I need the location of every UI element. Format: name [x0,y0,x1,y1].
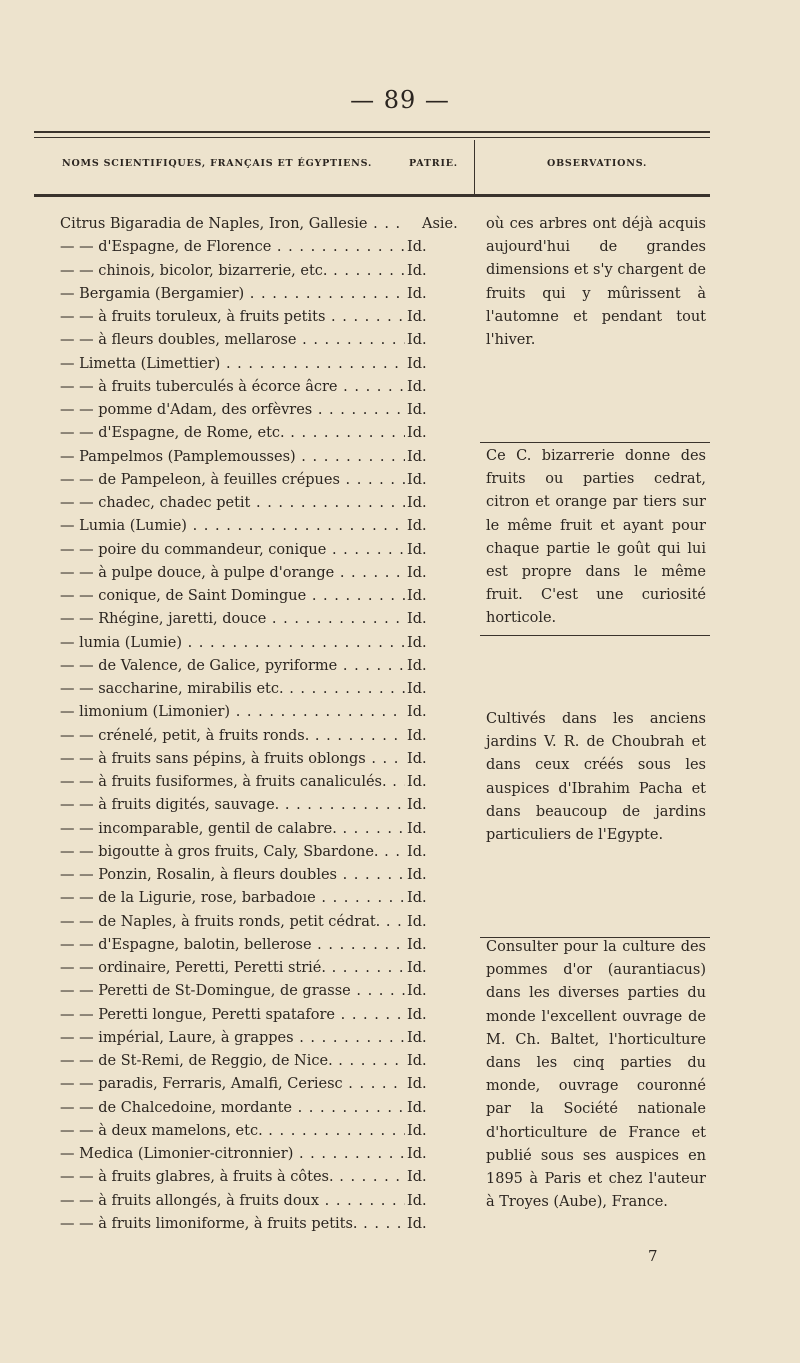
species-name [60,1143,405,1166]
species-name [60,678,405,701]
header-column-divider [474,140,475,194]
species-name-text: — — paradis, Ferraris, Amalfi, Ceriesc [60,1076,343,1093]
species-name-text: — — à deux mamelons, etc. [60,1122,263,1139]
species-patrie: Id. [405,771,465,794]
species-name [60,422,405,445]
species-name [60,213,405,236]
table-row [0,725,470,748]
table-row [0,1213,470,1236]
species-name-text: — — chinois, bicolor, bizarrerie, etc. [60,262,328,279]
species-name-text: — — à fruits fusiformes, à fruits canaliculés. [60,774,387,790]
species-name-text: — — à fruits toruleux, à fruits petits [60,309,326,325]
species-patrie: Id. [405,725,465,748]
species-name [60,329,405,352]
species-name [60,655,405,678]
header-names: NOMS SCIENTIFIQUES, FRANÇAIS ET ÉGYPTIENS. [62,158,373,169]
species-patrie: Id. [405,236,465,259]
table-row [0,632,470,655]
species-name [60,539,405,562]
species-name [60,399,405,422]
species-name [60,934,405,957]
species-name [60,283,405,306]
species-patrie: Id. [405,608,465,631]
species-patrie: Id. [405,260,465,283]
species-name-text: Citrus Bigaradia de Naples, Iron, Gallesie [60,216,368,232]
header-patrie: PATRIE. [409,158,458,169]
species-name [60,701,405,724]
table-row [0,492,470,515]
species-patrie: Id. [405,794,465,817]
species-name [60,957,405,980]
species-name [60,585,405,608]
species-name-text: — — saccharine, mirabilis etc. [60,681,284,697]
table-row [0,329,470,352]
table-row [0,864,470,887]
table-row [0,376,470,399]
species-patrie: Id. [405,1120,465,1143]
table-row [0,236,470,259]
species-name-text: — limonium (Limonier) [60,704,231,721]
species-patrie: Id. [405,841,465,864]
table-row [0,1166,470,1189]
species-patrie: Id. [405,422,465,445]
species-name-text: — — à pulpe douce, à pulpe d'orange [60,564,335,581]
observation-2: Ce C. bizarrerie donne des fruits ou parties cedrat, citron et orange par tiers sur le même fruit et ayant pour chaque partie le goût qui lui est propre dans le même fruit. C'est une curiosité horticole. [486,448,706,627]
species-name [60,887,405,910]
species-name [60,1073,405,1096]
species-name [60,725,405,748]
species-name-text: — — conique, de Saint Domingue [60,588,307,604]
species-name-text: — Bergamia (Bergamier) [60,285,245,302]
species-name [60,980,405,1003]
species-name [60,1166,405,1189]
species-patrie: Id. [405,585,465,608]
species-name-text: — — ordinaire, Peretti, Peretti strié. [60,960,326,976]
species-patrie: Id. [405,1143,465,1166]
species-name-text: — — Peretti longue, Peretti spatafore [60,1006,335,1023]
species-name [60,446,405,469]
species-name-text: — — d'Espagne, balotin, bellerose [60,936,312,953]
species-patrie: Id. [405,329,465,352]
species-name [60,1213,405,1236]
header-observations: OBSERVATIONS. [547,158,648,169]
species-name-text: — — Peretti de St-Domingue, de grasse [60,983,351,1000]
species-name-text: — — de Pampeleon, à feuilles crépues [60,471,340,488]
table-row [0,585,470,608]
species-patrie: Id. [405,353,465,376]
species-patrie: Id. [405,1073,465,1096]
species-patrie: Id. [405,283,465,306]
species-name [60,632,405,655]
species-name-text: — — bigoutte à gros fruits, Caly, Sbardone. [60,843,379,860]
table-row [0,399,470,422]
observation-3: Cultivés dans les anciens jardins V. R. de Choubrah et dans ceux créés sous les auspices d'Ibrahim Pacha et dans beaucoup de jardins particuliers de l'Egypte. [486,711,706,844]
species-name-text: — — à fruits glabres, à fruits à côtes. [60,1169,334,1186]
species-patrie: Id. [405,655,465,678]
table-row [0,1120,470,1143]
species-name [60,608,405,631]
table-row [0,1050,470,1073]
table-row [0,1190,470,1213]
observation-1: où ces arbres ont déjà acquis aujourd'hui de grandes dimensions et s'y chargent de fruits qui y mûrissent à l'automne et pendant tout l'hiver. [486,216,706,349]
table-row [0,818,470,841]
species-name [60,492,405,515]
species-patrie: Id. [405,818,465,841]
species-name [60,469,405,492]
species-name [60,515,405,538]
species-name [60,841,405,864]
header-rule [34,194,710,197]
species-patrie: Id. [405,911,465,934]
species-patrie: Id. [405,887,465,910]
table-row [0,957,470,980]
species-name [60,306,405,329]
species-name-text: — — poire du commandeur, conique [60,541,327,558]
table-row [0,1097,470,1120]
observation-divider-2 [480,635,710,636]
species-patrie: Id. [405,632,465,655]
species-name [60,236,405,259]
observation-4: Consulter pour la culture des pommes d'or (aurantiacus) dans les diverses parties du monde l'excellent ouvrage de M. Ch. Baltet, l'horticulture dans les cinq parties du monde, ouvrage couronné par la Société nationale d'horticulture de France et publié sous ses auspices en 1895 à Paris et chez l'auteur à Troyes (Aube), France. [486,939,706,1211]
table-row [0,1143,470,1166]
species-name-text: — — d'Espagne, de Florence [60,239,272,256]
top-rule-thin [34,137,710,138]
species-patrie: Id. [405,980,465,1003]
table-row [0,1073,470,1096]
table-row [0,1004,470,1027]
species-patrie: Id. [405,1004,465,1027]
species-patrie: Id. [405,539,465,562]
table-row [0,608,470,631]
species-patrie: Id. [405,399,465,422]
species-name [60,1120,405,1143]
species-name [60,864,405,887]
species-list [0,213,470,1236]
species-name-text: — — à fleurs doubles, mellarose [60,332,297,349]
species-patrie: Id. [405,748,465,771]
table-row [0,446,470,469]
table-row [0,306,470,329]
species-name [60,376,405,399]
species-name-text: — — pomme d'Adam, des orfèvres [60,402,313,418]
species-patrie: Id. [405,492,465,515]
species-name [60,1190,405,1213]
species-patrie: Id. [405,1213,465,1236]
species-name-text: — — de Naples, à fruits ronds, petit cédrat. [60,913,381,930]
table-row [0,422,470,445]
species-patrie: Asie. [420,213,480,236]
species-patrie: Id. [405,1190,465,1213]
species-name-text: — — Ponzin, Rosalin, à fleurs doubles [60,867,337,883]
species-name-text: — — à fruits sans pépins, à fruits oblongs [60,750,366,767]
top-rule [34,131,710,133]
species-name-text: — — de Valence, de Galice, pyriforme [60,657,338,674]
table-row [0,841,470,864]
table-row [0,701,470,724]
species-name [60,353,405,376]
table-row [0,794,470,817]
table-row [0,678,470,701]
species-name [60,1097,405,1120]
species-patrie: Id. [405,1050,465,1073]
species-name-text: — Medica (Limonier-citronnier) [60,1146,294,1162]
species-name-text: — Pampelmos (Pamplemousses) [60,448,296,465]
table-row [0,655,470,678]
table-row [0,260,470,283]
species-name-text: — — de la Ligurie, rose, barbadoıe [60,890,316,907]
table-row [0,353,470,376]
species-patrie: Id. [405,562,465,585]
species-name-text: — — d'Espagne, de Rome, etc. [60,425,285,442]
species-patrie: Id. [405,376,465,399]
table-row [0,911,470,934]
species-name [60,1050,405,1073]
species-name-text: — — crénelé, petit, à fruits ronds. [60,727,310,744]
species-patrie: Id. [405,1097,465,1120]
species-name-text: — — à fruits tuberculés à écorce âcre [60,378,338,395]
species-name-text: — — à fruits limoniforme, à fruits petits. [60,1215,358,1232]
species-patrie: Id. [405,1166,465,1189]
species-name [60,748,405,771]
species-patrie: Id. [405,1027,465,1050]
species-name-text: — — chadec, chadec petit [60,495,251,511]
species-name-text: — — de Chalcedoine, mordante [60,1099,292,1116]
species-patrie: Id. [405,306,465,329]
table-row [0,283,470,306]
species-name [60,562,405,585]
species-name [60,1004,405,1027]
table-row [0,539,470,562]
table-row [0,515,470,538]
species-name-text: — — impérial, Laure, à grappes [60,1029,294,1046]
catchword: 7 [648,1247,658,1265]
page-number: — 89 — [350,86,450,114]
species-patrie: Id. [405,957,465,980]
species-patrie: Id. [405,701,465,724]
table-row [0,748,470,771]
table-row [0,1027,470,1050]
table-row [0,934,470,957]
table-row [0,213,470,236]
species-patrie: Id. [405,678,465,701]
species-name [60,1027,405,1050]
species-name-text: — — Rhégine, jaretti, douce [60,611,267,628]
species-patrie: Id. [405,469,465,492]
species-name [60,771,405,794]
species-name [60,794,405,817]
species-name [60,260,405,283]
species-name [60,818,405,841]
species-patrie: Id. [405,934,465,957]
table-row [0,771,470,794]
species-name [60,911,405,934]
species-patrie: Id. [405,864,465,887]
table-row [0,469,470,492]
species-patrie: Id. [405,446,465,469]
species-name-text: — lumia (Lumie) [60,634,182,651]
table-row [0,562,470,585]
table-row [0,980,470,1003]
species-name-text: — Lumia (Lumie) [60,518,187,535]
observation-divider-1 [480,442,710,443]
species-name-text: — — de St-Remi, de Reggio, de Nice. [60,1053,333,1069]
species-patrie: Id. [405,515,465,538]
species-name-text: — — à fruits digités, sauvage. [60,797,280,814]
table-row [0,887,470,910]
species-name-text: — — à fruits allongés, à fruits doux [60,1192,320,1209]
species-name-text: — — incomparable, gentil de calabre. [60,820,337,837]
species-name-text: — Limetta (Limettier) [60,355,221,372]
